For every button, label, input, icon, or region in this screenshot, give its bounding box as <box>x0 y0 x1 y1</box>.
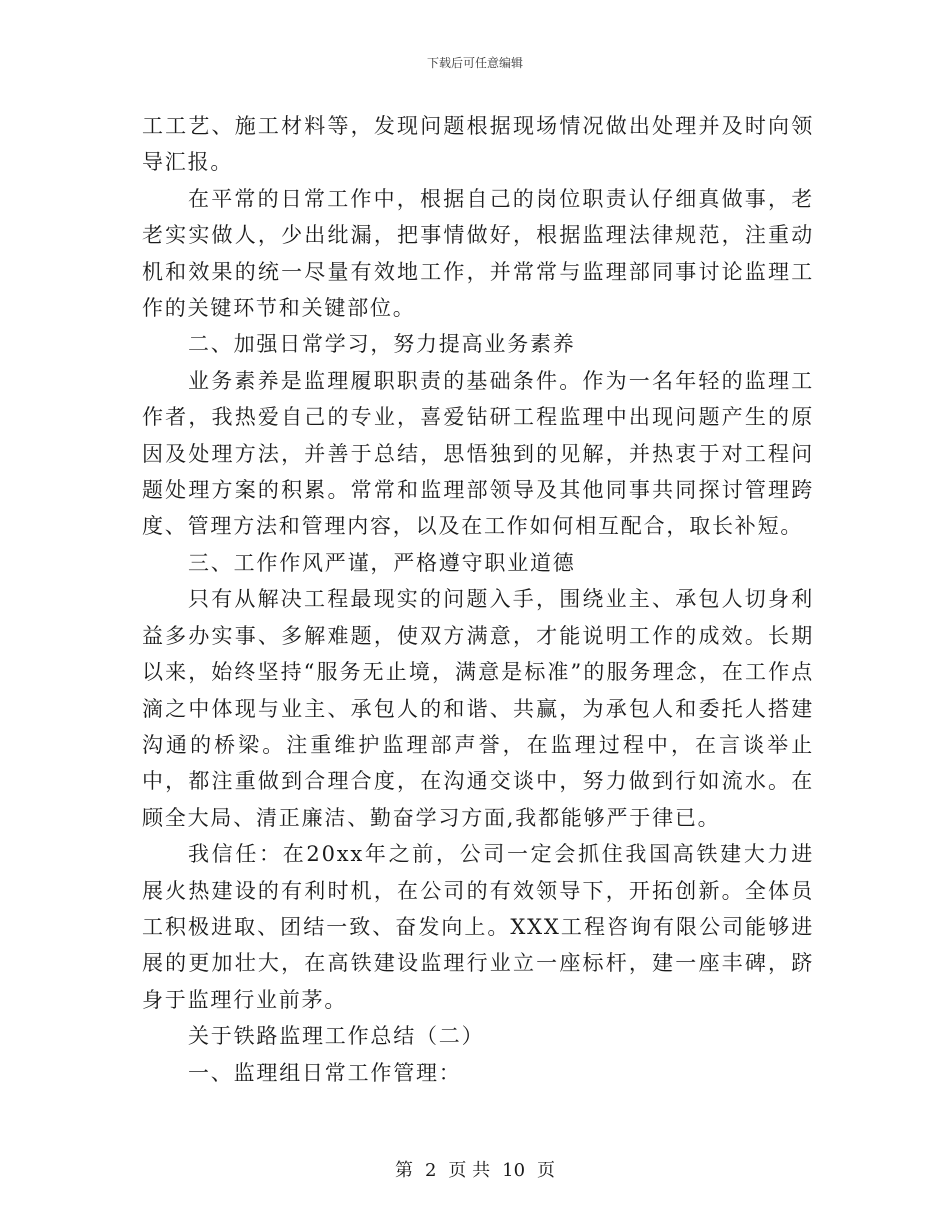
paragraph-5: 我信任：在20xx年之前，公司一定会抓住我国高铁建大力进展火热建设的有利时机，在公司的有效领导下，开拓创新。全体员工积极进取、团结一致、奋发向上。XXX工程咨询有限公司能够进展的更加壮大，在高铁建设监理行业立一座标杆，建一座丰碑，跻身于监理行业前茅。 <box>142 842 814 1012</box>
paragraph-3: 业务素养是监理履职职责的基础条件。作为一名年轻的监理工作者，我热爱自己的专业，喜爱钻研工程监理中出现问题产生的原因及处理方法，并善于总结，思悟独到的见解，并热衷于对工程问题处理方案的积累。常常和监理部领导及其他同事共同探讨管理跨度、管理方法和管理内容，以及在工作如何相互配合，取长补短。 <box>142 368 814 539</box>
section-heading-2: 二、加强日常学习，努力提高业务素养 <box>188 332 576 357</box>
page-number <box>0 1156 950 1182</box>
header-note: 下载后可任意编辑 <box>426 56 523 70</box>
page-total: 10 <box>502 1160 526 1181</box>
paragraph-4: 只有从解决工程最现实的问题入手，围绕业主、承包人切身利益多办实事、多解难题，使双方满意，才能说明工作的成效。长期以来，始终坚持“服务无止境，满意是标准”的服务理念，在工作点滴之中体现与业主、承包人的和谐、共赢，为承包人和委托人搭建沟通的桥梁。注重维护监理部声誉，在监理过程中，在言谈举止中，都注重做到合理合度，在沟通交谈中，努力做到行如流水。在顾全大局、清正廉洁、勤奋学习方面,我都能够严于律已。 <box>142 587 814 830</box>
document-title-2: 关于铁路监理工作总结（二） <box>188 1024 485 1049</box>
page-prefix: 第 <box>394 1160 413 1181</box>
page-current: 2 <box>424 1160 437 1181</box>
section-heading-1: 一、监理组日常工作管理： <box>188 1060 462 1085</box>
paragraph-2: 在平常的日常工作中，根据自己的岗位职责认仔细真做事，老老实实做人，少出纰漏，把事情做好，根据监理法律规范，注重动机和效果的统一尽量有效地工作，并常常与监理部同事讨论监理工作的关键环节和关键部位。 <box>142 186 814 321</box>
section-heading-3: 三、工作作风严谨，严格遵守职业道德 <box>188 550 576 575</box>
document-body <box>142 108 814 1091</box>
page-suffix: 页 <box>537 1160 556 1181</box>
page-middle: 页 共 <box>448 1160 491 1181</box>
paragraph-1: 工工艺、施工材料等，发现问题根据现场情况做出处理并及时向领导汇报。 <box>142 114 814 175</box>
